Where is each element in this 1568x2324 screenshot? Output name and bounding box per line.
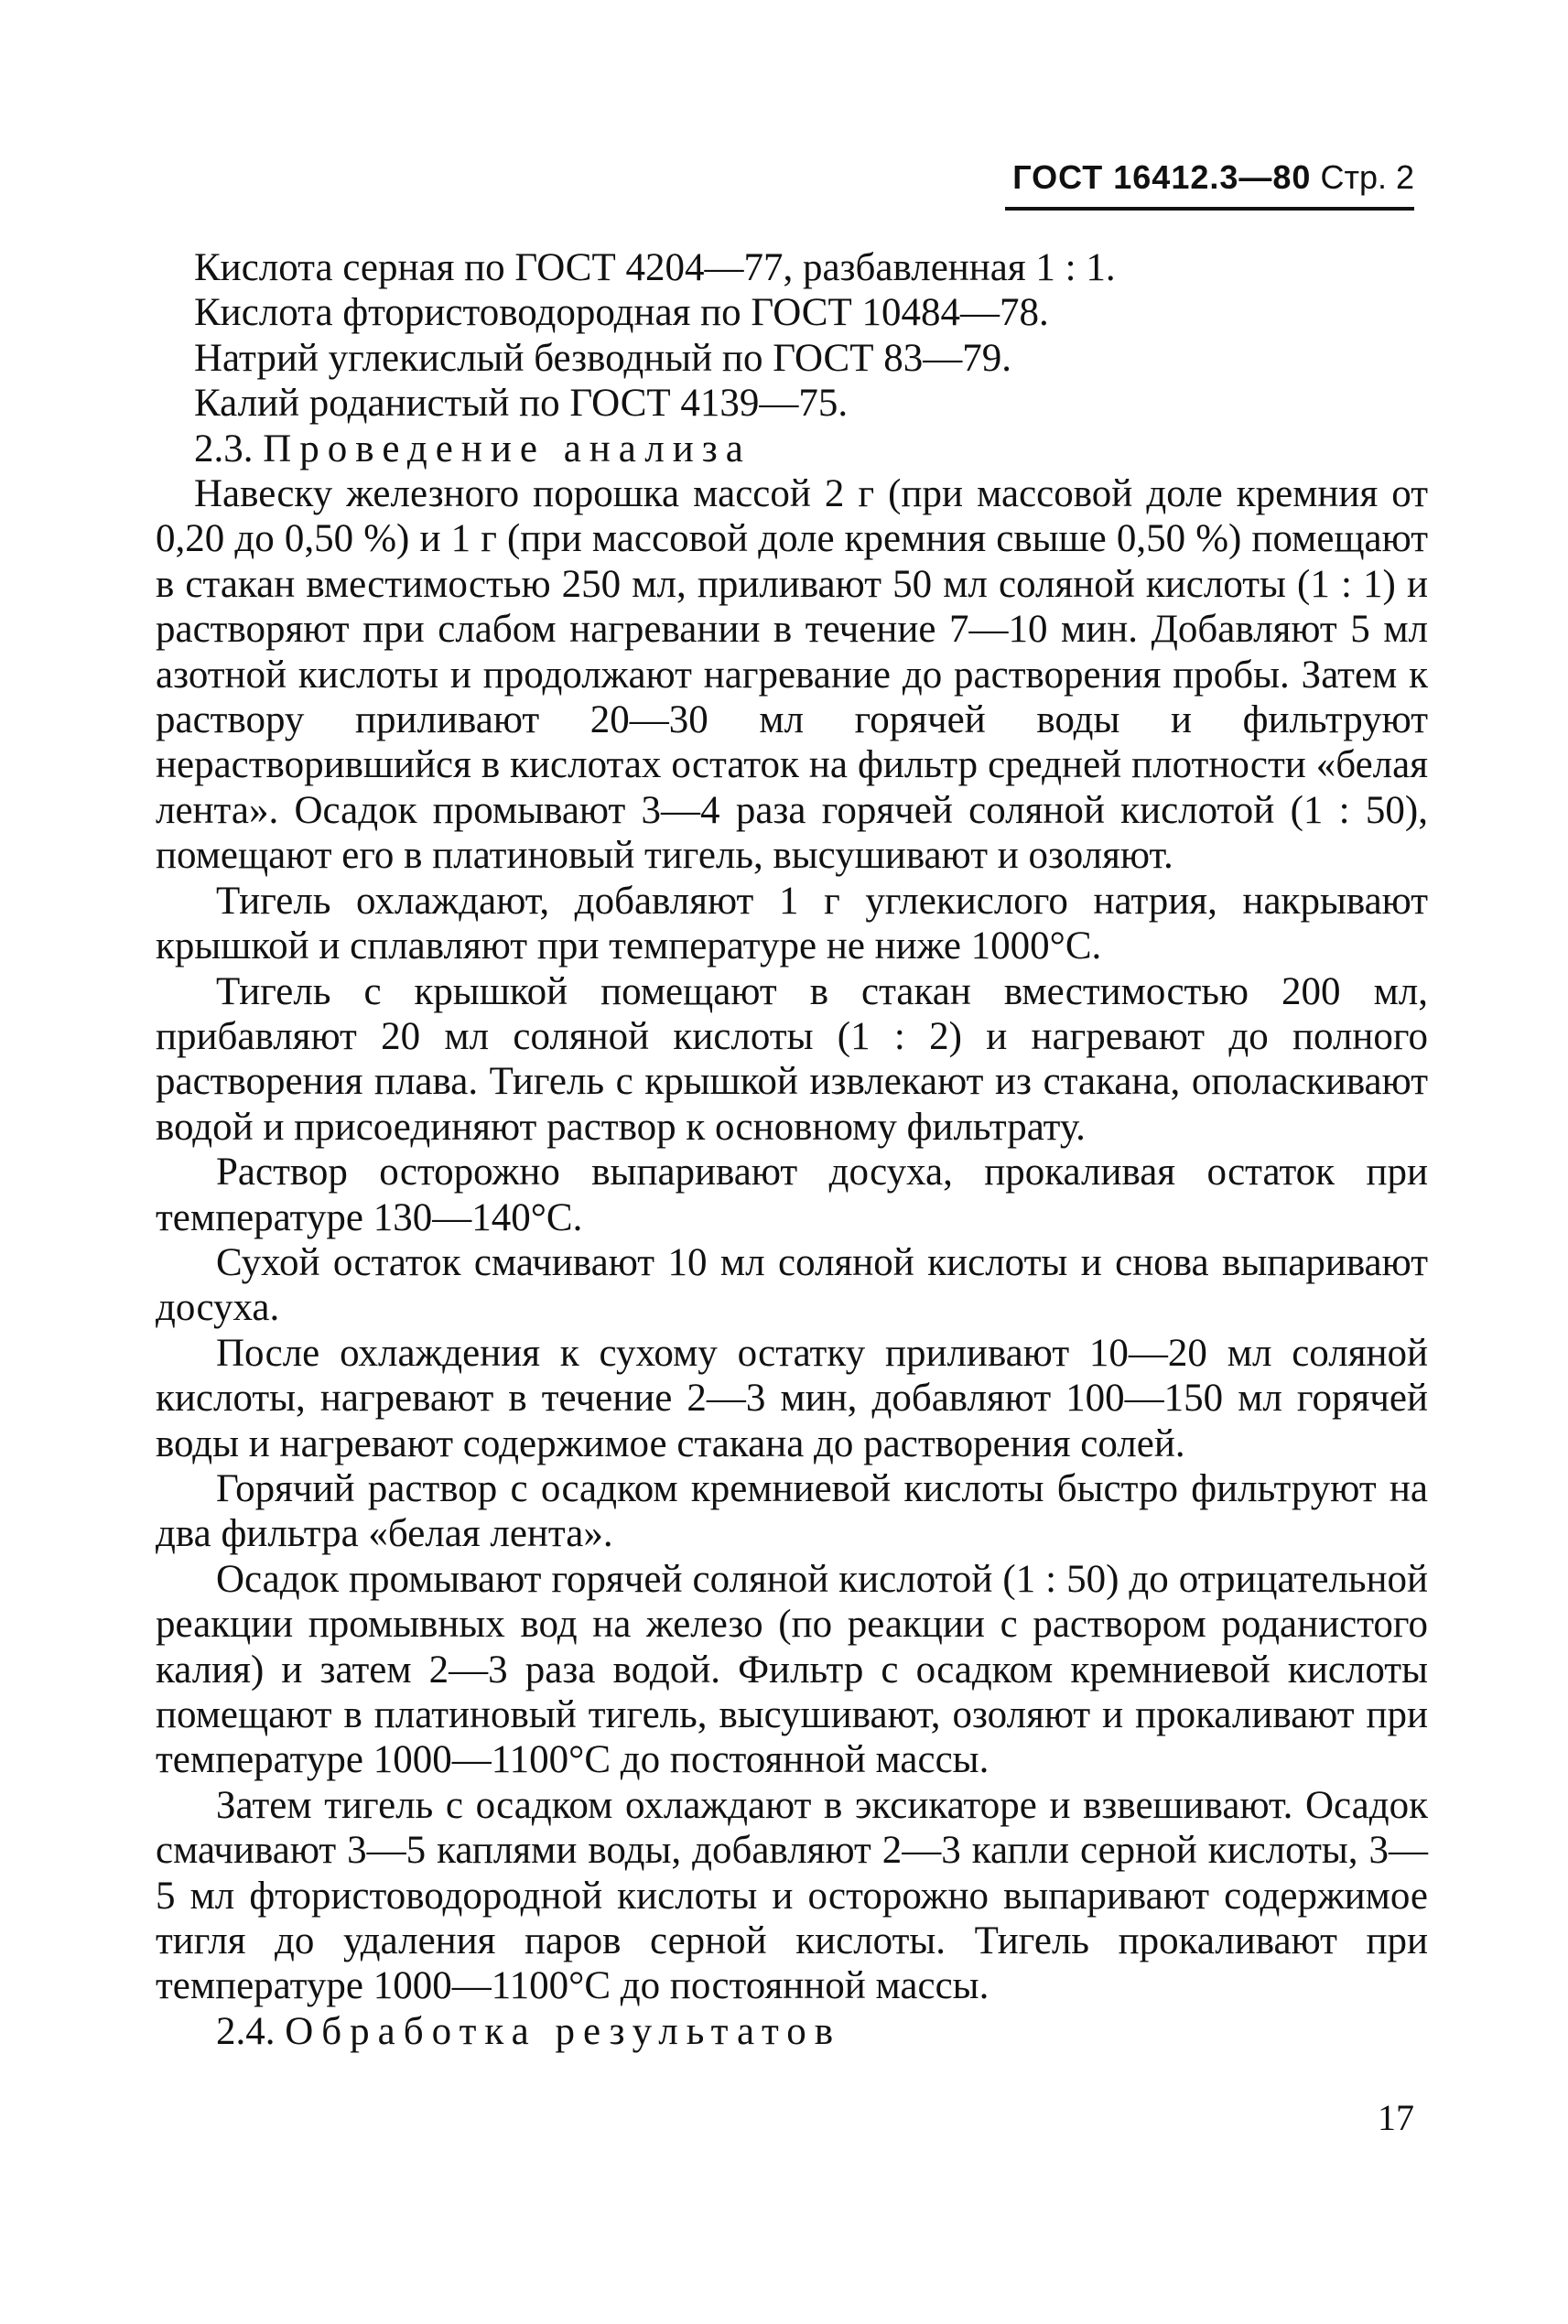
page-label: Стр. 2 <box>1320 158 1414 196</box>
paragraph: После охлаждения к сухому остатку приливают 10—20 мл соляной кислоты, нагревают в течение 2—3 мин, добавляют 100—150 мл горячей воды и нагревают содержимое стакана до растворения солей. <box>156 1331 1428 1465</box>
section-heading <box>156 2009 1428 2054</box>
section-title: Проведение анализа <box>263 427 752 470</box>
reagent-item: Калий роданистый по ГОСТ 4139—75. <box>194 382 849 426</box>
paragraph: Тигель охлаждают, добавляют 1 г углекислого натрия, накрывают крышкой и сплавляют при температуре не ниже 1000°С. <box>156 879 1428 968</box>
paragraph: Осадок промывают горячей соляной кислотой (1 : 50) до отрицательной реакции промывных вод на железо (по реакции с раствором роданистого калия) и затем 2—3 раза водой. Фильтр с осадком кремниевой кислоты помещают в платиновый тигель, высушивают, озоляют и прокаливают при температуре 1000—1100°С до постоянной массы. <box>156 1557 1428 1782</box>
paragraph: Тигель с крышкой помещают в стакан вместимостью 200 мл, прибавляют 20 мл соляной кислоты (1 : 2) и нагревают до полного растворения плава. Тигель с крышкой извлекают из стакана, ополаскивают водой и присоединяют раствор к основному фильтрату. <box>156 969 1428 1149</box>
standard-number: ГОСТ 16412.3—80 <box>1012 158 1312 196</box>
section-number: 2.3. <box>194 427 254 470</box>
paragraph: Навеску железного порошка массой 2 г (при массовой доле кремния от 0,20 до 0,50 %) и 1 г (при массовой доле кремния свыше 0,50 %) помещают в стакан вместимостью 250 мл, приливают 50 мл соляной кислоты (1 : 1) и растворяют при слабом нагревании в течение 7—10 мин. Добавляют 5 мл азотной кислоты и продолжают нагревание до растворения пробы. Затем к раствору приливают 20—30 мл горячей воды и фильтруют нерастворившийся в кислотах остаток на фильтр средней плотности «белая лента». Осадок промывают 3—4 раза горячей соляной кислотой (1 : 50), помещают его в платиновый тигель, высушивают и озоляют. <box>156 472 1428 878</box>
document-body <box>156 245 1428 2054</box>
section-number: 2.4. <box>216 2009 276 2053</box>
reagent-item: Кислота фтористоводородная по ГОСТ 10484—78. <box>194 291 1049 335</box>
page-header <box>915 157 1414 198</box>
reagent-item: Кислота серная по ГОСТ 4204—77, разбавленная 1 : 1. <box>194 246 1116 289</box>
paragraph: Затем тигель с осадком охлаждают в эксикаторе и взвешивают. Осадок смачивают 3—5 каплями воды, добавляют 2—3 капли серной кислоты, 3—5 мл фтористоводородной кислоты и осторожно выпаривают содержимое тигля до удаления паров серной кислоты. Тигель прокаливают при температуре 1000—1100°С до постоянной массы. <box>156 1783 1428 2008</box>
section-heading <box>156 427 1428 471</box>
paragraph: Горячий раствор с осадком кремниевой кислоты быстро фильтруют на два фильтра «белая лента». <box>156 1466 1428 1556</box>
header-rule <box>1005 207 1414 211</box>
page-number: 17 <box>1378 2097 1414 2138</box>
section-title: Обработка результатов <box>285 2009 841 2053</box>
paragraph: Сухой остаток смачивают 10 мл соляной кислоты и снова выпаривают досуха. <box>156 1240 1428 1330</box>
paragraph: Раствор осторожно выпаривают досуха, прокаливая остаток при температуре 130—140°С. <box>156 1151 1428 1239</box>
reagent-item: Натрий углекислый безводный по ГОСТ 83—79. <box>194 336 1012 380</box>
